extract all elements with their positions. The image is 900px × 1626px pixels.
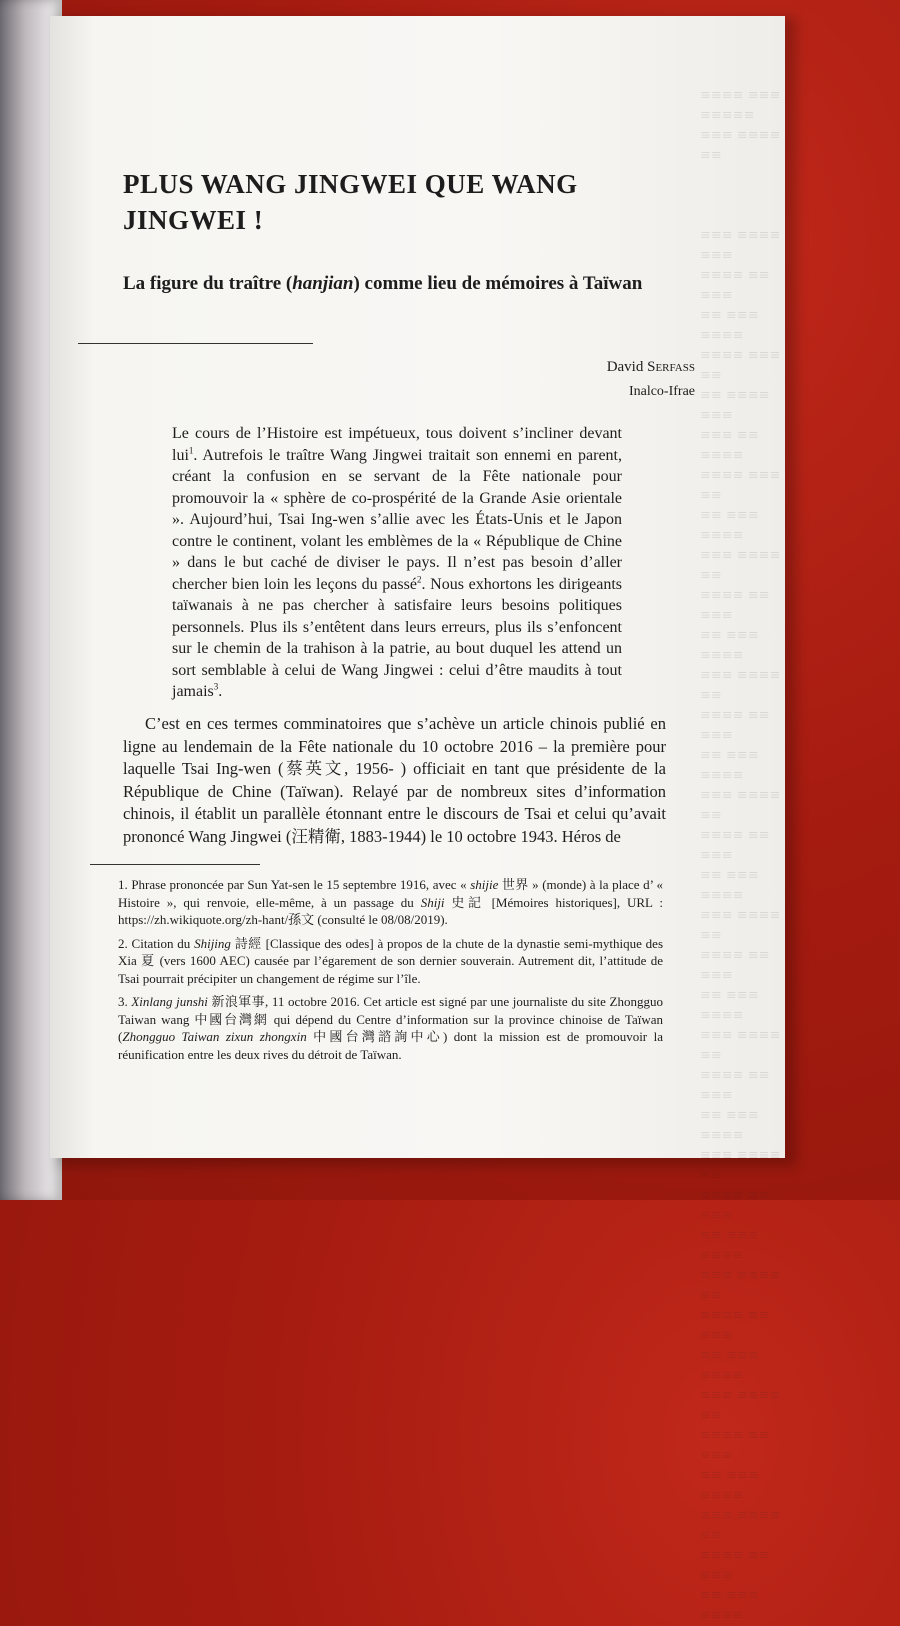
footnote-ref-2: 2 xyxy=(416,574,422,585)
footnote-divider xyxy=(90,864,260,865)
subtitle-italic-term: hanjian xyxy=(292,273,354,294)
author-first-name: David xyxy=(606,359,644,375)
footnote-ref-3: 3 xyxy=(213,681,219,692)
show-through-text: ≡≡≡≡ ≡≡≡ ≡≡≡≡≡ ≡≡≡ ≡≡≡≡ ≡≡ ≡≡≡ ≡≡≡≡ ≡≡≡ ≡≡≡≡ ≡≡ ≡≡≡ ≡≡ ≡≡≡ ≡≡≡≡ ≡≡≡≡ ≡≡≡ ≡≡ ≡≡ ≡≡≡≡ ≡≡≡ ≡≡≡ ≡≡ ≡≡≡≡ ≡≡≡≡ ≡≡≡ ≡≡ ≡≡ ≡≡≡ ≡≡≡≡ ≡≡≡ ≡≡≡≡ ≡≡ ≡≡≡≡ ≡≡ ≡≡≡ ≡≡ ≡≡≡ ≡≡≡≡ ≡≡≡ ≡≡≡≡ ≡≡ ≡≡≡≡ ≡≡ ≡≡≡ ≡≡ ≡≡≡ ≡≡≡≡ ≡≡≡ ≡≡≡≡ ≡≡ ≡≡≡≡ ≡≡ ≡≡≡ ≡≡ ≡≡≡ ≡≡≡≡ ≡≡≡ ≡≡≡≡ ≡≡ ≡≡≡≡ ≡≡ ≡≡≡ ≡≡ ≡≡≡ ≡≡≡≡ ≡≡≡ ≡≡≡≡ ≡≡ ≡≡≡≡ ≡≡ ≡≡≡ ≡≡ ≡≡≡ ≡≡≡≡ ≡≡≡ ≡≡≡≡ ≡≡ ≡≡≡≡ ≡≡ ≡≡≡ ≡≡ ≡≡≡ ≡≡≡≡ ≡≡≡ ≡≡≡≡ ≡≡ ≡≡≡≡ ≡≡ ≡≡≡ ≡≡ ≡≡≡ ≡≡≡≡ ≡≡≡ ≡≡≡≡ ≡≡ ≡≡≡≡ ≡≡ ≡≡≡ ≡≡ ≡≡≡ ≡≡≡≡ ≡≡≡ ≡≡≡≡ ≡≡ ≡≡≡≡ ≡≡ ≡≡≡ ≡≡ ≡≡≡ ≡≡≡≡ xyxy=(700,88,781,1623)
author-affiliation: Inalco-Ifrae xyxy=(628,384,695,399)
footnote-3: 3. Xinlang junshi 新浪軍事, 11 octobre 2016. Cet article est signé par une journaliste du site Zhongguo Taiwan wang 中國台灣網 qui dépend du Centre d’information sur la province chinoise de Taïwan (Zhongguo Taiwan zixun zhongxin 中國台灣諮詢中心) dont la mission est de promouvoir la réunification entre les deux rives du détroit de Taïwan. xyxy=(118,994,663,1062)
epigraph-part-3: . Nous exhortons les dirigeants taïwanais à ne pas chercher à satisfaire leurs besoins politiques personnels. Plus ils s’entêtent dans leurs erreurs, plus ils s’enfoncent sur le chemin de la trahison à la patrie, au bout duquel les attend un sort semblable à celui de Wang Jingwei : celui d’être maudits à tout jamais xyxy=(172,575,622,700)
chapter-subtitle xyxy=(123,270,683,297)
footnote-ref-1: 1 xyxy=(188,445,194,456)
footnotes-block xyxy=(118,876,663,1069)
subtitle-text-before: La figure du traître ( xyxy=(123,273,293,294)
book-page xyxy=(50,16,785,1623)
title-divider xyxy=(78,343,313,344)
epigraph-part-1: Le cours de l’Histoire est impétueux, tous doivent s’incliner devant lui xyxy=(172,425,622,464)
chapter-title: PLUS WANG JINGWEI QUE WANG JINGWEI ! xyxy=(123,169,578,235)
author-name xyxy=(607,356,695,378)
footnote-2: 2. Citation du Shijing 詩經 [Classique des odes] à propos de la chute de la dynastie semi-mythique des Xia 夏 (vers 1600 AEC) causée par l’égarement de son dernier souverain. Autrement dit, l’attitude de Tsai pourrait précipiter un changement de régime sur l’île. xyxy=(118,935,664,986)
epigraph-part-4: . xyxy=(218,683,223,700)
epigraph-part-2: . Autrefois le traître Wang Jingwei traitait son ennemi en parent, créant la confusion en se servant de la Fête nationale pour promouvoir la « sphère de co-prospérité de la Grande Asie orientale ». Aujourd’hui, Tsai Ing-wen s’allie avec les États-Unis et le Japon contre le continent, volant les emblèmes de la « République de Chine » dans le but caché de diviser le pays. Il n’est pas besoin d’aller chercher bien loin les leçons du passé xyxy=(172,446,622,593)
footnote-1: 1. Phrase prononcée par Sun Yat-sen le 15 septembre 1916, avec « shijie 世界 » (monde) à la place d’ « Histoire », qui renvoie, elle-même, à un passage du Shiji 史記 [Mémoires historiques], URL : https://zh.wikiquote.org/zh-hant/孫文 (consulté le 08/08/2019). xyxy=(118,877,664,927)
epigraph-quote xyxy=(172,423,622,703)
author-last-name: Serfass xyxy=(647,359,695,375)
subtitle-text-after: ) comme lieu de mémoires à Taïwan xyxy=(353,273,643,294)
body-paragraph: C’est en ces termes comminatoires que s’achève un article chinois publié en ligne au lendemain de la Fête nationale du 10 octobre 2016 – la première pour laquelle Tsai Ing-wen (蔡英文, 1956- ) officiait en tant que présidente de la République de Chine (Taïwan). Relayé par de nombreux sites d’information chinois, il établit un parallèle étonnant entre le discours de Tsai et celui qu’avait prononcé Wang Jingwei (汪精衛, 1883-1944) le 10 octobre 1943. Héros de xyxy=(123,714,666,846)
